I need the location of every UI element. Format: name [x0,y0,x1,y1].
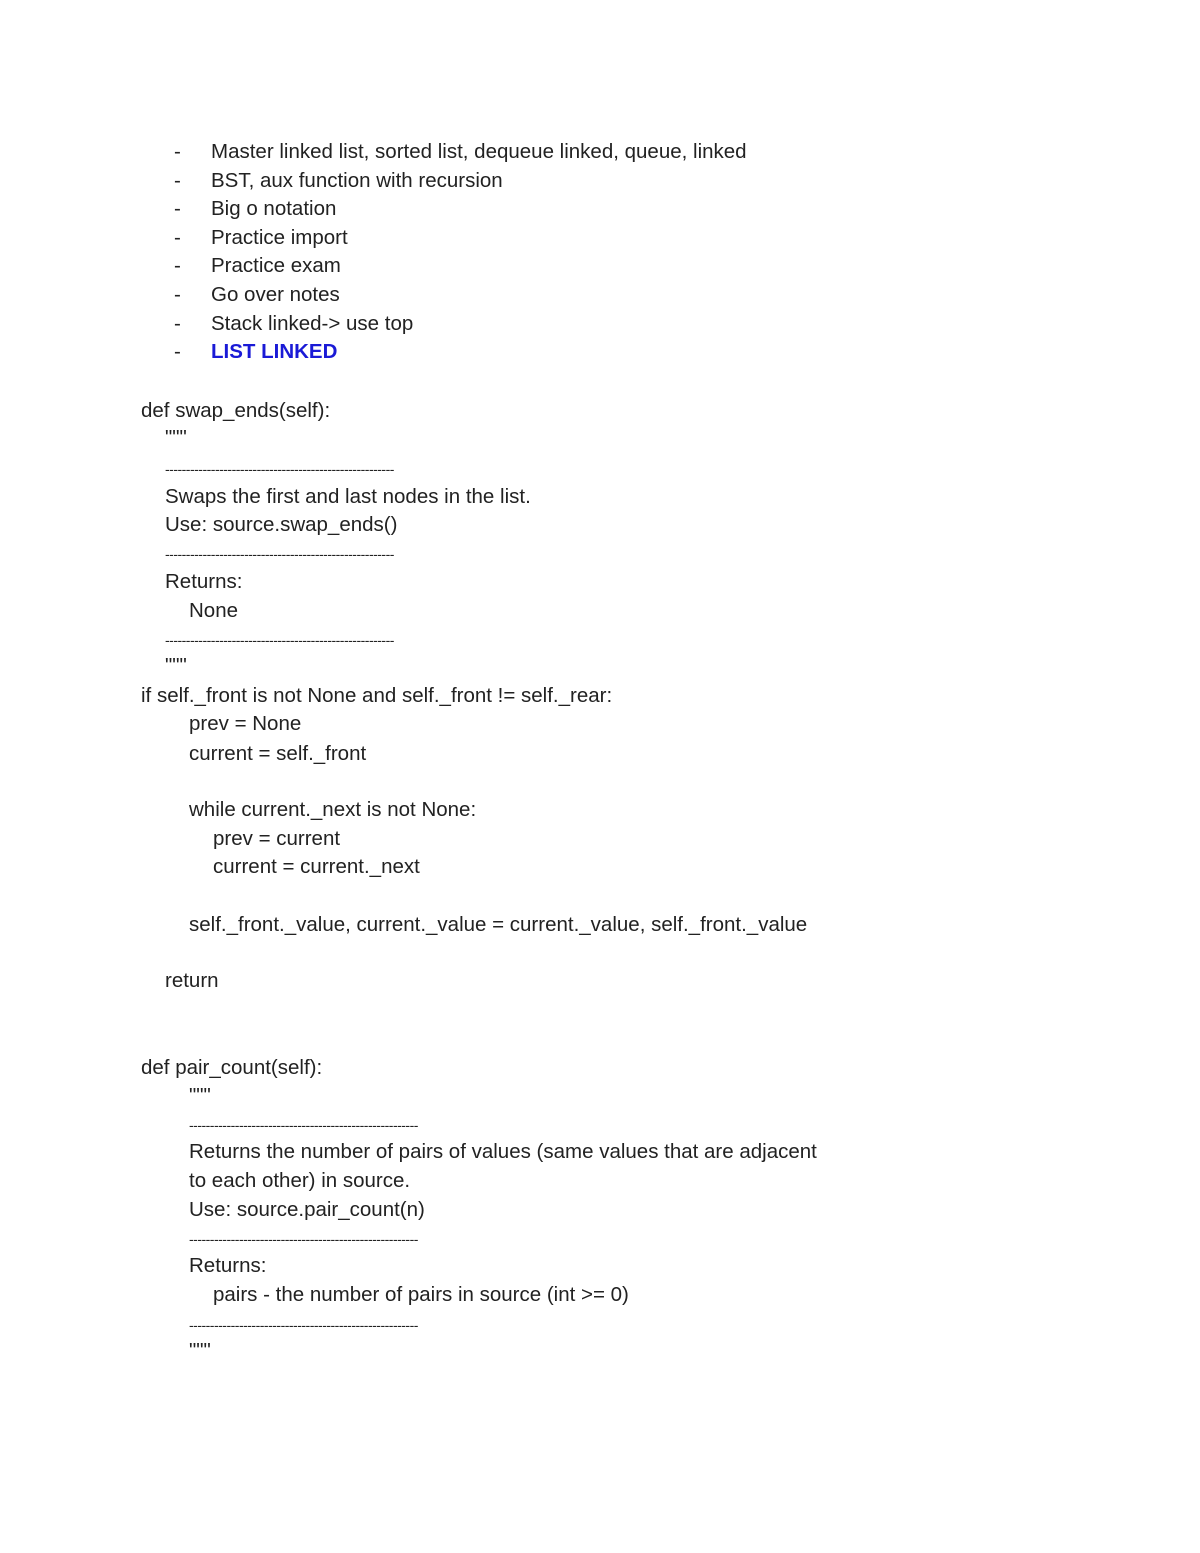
bullet-text: Stack linked-> use top [211,311,414,335]
todo-bullet-list [0,138,1200,367]
docstring-returns-label: Returns: [189,1254,267,1277]
bullet-text: BST, aux function with recursion [211,168,503,192]
docstring-rule: ------------------------------------------------------- [165,461,394,477]
docstring-open: """ [165,426,187,449]
bullet-dash: - [174,168,181,192]
bullet-item-highlighted [0,338,1200,367]
code-if-line: if self._front is not None and self._front != self._rear: [141,684,613,707]
bullet-item [0,138,1200,167]
docstring-rule: ------------------------------------------------------- [189,1231,418,1247]
docstring-returns-value: None [189,599,239,622]
bullet-item [0,281,1200,310]
docstring-use: Use: source.swap_ends() [165,513,398,536]
code-line: current = self._front [189,742,367,765]
docstring-rule: ------------------------------------------------------- [165,632,394,648]
bullet-text-highlighted: LIST LINKED [211,340,338,364]
code-swap-line: self._front._value, current._value = current._value, self._front._value [189,913,808,936]
docstring-rule: ------------------------------------------------------- [165,546,394,562]
bullet-item [0,310,1200,339]
bullet-dash: - [174,140,181,163]
docstring-close: """ [165,654,187,677]
docstring-returns-label: Returns: [165,570,243,593]
function-signature: def swap_ends(self): [141,399,331,422]
bullet-item [0,252,1200,281]
function-signature: def pair_count(self): [141,1056,323,1079]
docstring-description: Returns the number of pairs of values (same values that are adjacent [189,1140,817,1163]
bullet-dash: - [174,340,181,364]
bullet-item [0,195,1200,224]
bullet-dash: - [174,311,181,335]
bullet-item [0,167,1200,196]
code-return-line: return [165,969,219,992]
docstring-description: Swaps the first and last nodes in the list. [165,485,531,508]
bullet-text: Go over notes [211,282,340,306]
bullet-text: Practice import [211,225,348,249]
docstring-description: to each other) in source. [189,1169,411,1192]
docstring-close: """ [189,1339,211,1362]
bullet-text: Practice exam [211,254,341,278]
bullet-text: Master linked list, sorted list, dequeue linked, queue, linked [211,140,747,163]
docstring-rule: ------------------------------------------------------- [189,1317,418,1333]
code-line: current = current._next [213,855,420,878]
docstring-open: """ [189,1084,211,1107]
bullet-dash: - [174,225,181,249]
code-while-line: while current._next is not None: [189,798,477,821]
docstring-returns-value: pairs - the number of pairs in source (int >= 0) [213,1283,629,1306]
bullet-item [0,224,1200,253]
docstring-rule: ------------------------------------------------------- [189,1117,418,1133]
bullet-dash: - [174,254,181,278]
bullet-dash: - [174,282,181,306]
code-line: prev = current [213,827,341,850]
bullet-text: Big o notation [211,197,337,221]
bullet-dash: - [174,197,181,221]
code-line: prev = None [189,712,302,735]
docstring-use: Use: source.pair_count(n) [189,1198,425,1221]
